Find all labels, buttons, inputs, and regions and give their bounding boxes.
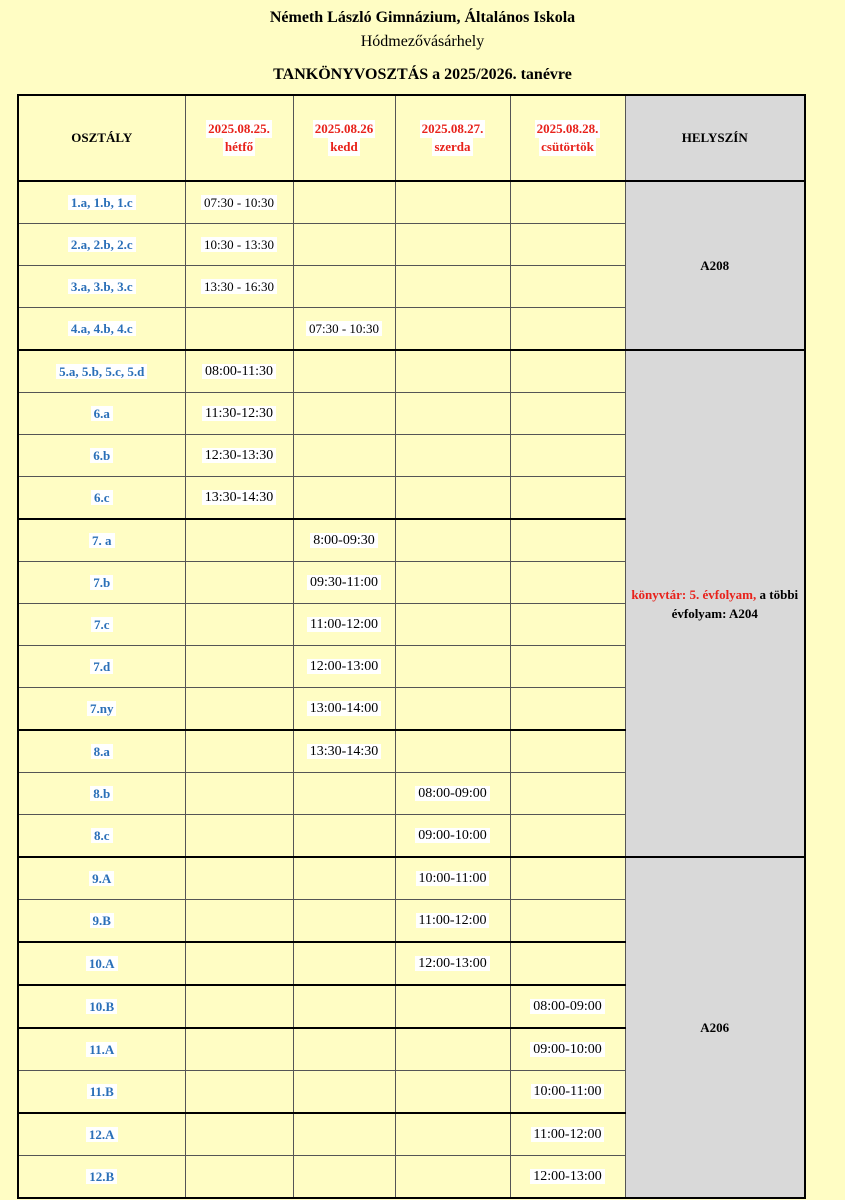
class-cell <box>18 435 185 477</box>
time-slot-cell <box>395 1113 510 1156</box>
time-slot: 07:30 - 10:30 <box>201 195 277 210</box>
time-slot-cell <box>293 519 395 562</box>
time-slot: 13:00-14:00 <box>307 701 381 716</box>
class-cell <box>18 1071 185 1114</box>
time-slot-cell <box>510 1156 625 1199</box>
day-name: szerda <box>434 139 471 154</box>
location-text: A206 <box>700 1020 730 1035</box>
time-slot-cell <box>510 308 625 351</box>
time-slot-cell <box>510 181 625 224</box>
time-slot-cell <box>510 477 625 520</box>
day-header <box>395 95 510 181</box>
time-slot-cell <box>395 857 510 900</box>
class-label: 6.c <box>91 490 113 505</box>
time-slot: 08:00-09:00 <box>530 999 604 1014</box>
class-cell <box>18 1156 185 1199</box>
class-label: 11.B <box>87 1084 117 1099</box>
time-slot-cell <box>510 350 625 393</box>
class-cell <box>18 181 185 224</box>
time-slot-cell <box>395 985 510 1028</box>
class-cell <box>18 773 185 815</box>
time-slot-cell <box>293 308 395 351</box>
time-slot-cell <box>185 1156 293 1199</box>
time-slot-cell <box>185 857 293 900</box>
time-slot-cell <box>185 646 293 688</box>
class-cell <box>18 350 185 393</box>
time-slot-cell <box>185 181 293 224</box>
schedule-table <box>17 94 806 1199</box>
time-slot-cell <box>510 815 625 858</box>
time-slot-cell <box>185 350 293 393</box>
place-column-header: HELYSZÍN <box>625 95 805 181</box>
time-slot-cell <box>293 435 395 477</box>
time-slot-cell <box>185 773 293 815</box>
class-cell <box>18 985 185 1028</box>
time-slot: 10:00-11:00 <box>531 1084 605 1099</box>
time-slot-cell <box>185 1028 293 1071</box>
class-cell <box>18 562 185 604</box>
time-slot-cell <box>395 350 510 393</box>
location-cell <box>625 350 805 857</box>
time-slot-cell <box>510 1071 625 1114</box>
time-slot-cell <box>510 435 625 477</box>
time-slot-cell <box>395 224 510 266</box>
time-slot: 13:30-14:30 <box>307 744 381 759</box>
class-cell <box>18 942 185 985</box>
time-slot-cell <box>395 1028 510 1071</box>
time-slot-cell <box>293 562 395 604</box>
time-slot-cell <box>293 266 395 308</box>
class-cell <box>18 393 185 435</box>
class-label: 9.B <box>90 913 114 928</box>
time-slot: 8:00-09:30 <box>310 533 377 548</box>
time-slot-cell <box>293 815 395 858</box>
time-slot-cell <box>293 1113 395 1156</box>
time-slot-cell <box>510 1113 625 1156</box>
time-slot-cell <box>293 1156 395 1199</box>
time-slot-cell <box>293 393 395 435</box>
class-cell <box>18 730 185 773</box>
time-slot-cell <box>395 477 510 520</box>
time-slot-cell <box>293 604 395 646</box>
class-cell <box>18 224 185 266</box>
city-name: Hódmezővásárhely <box>360 33 485 50</box>
class-column-header: OSZTÁLY <box>18 95 185 181</box>
time-slot-cell <box>293 985 395 1028</box>
time-slot-cell <box>510 562 625 604</box>
time-slot-cell <box>293 688 395 731</box>
class-label: 7.d <box>90 659 113 674</box>
time-slot-cell <box>293 900 395 943</box>
class-label: 7. a <box>89 533 115 548</box>
school-name: Németh László Gimnázium, Általános Iskola <box>269 9 576 26</box>
time-slot-cell <box>395 393 510 435</box>
class-label: 7.b <box>90 575 113 590</box>
time-slot-cell <box>185 1113 293 1156</box>
time-slot: 11:00-12:00 <box>416 913 490 928</box>
class-cell <box>18 519 185 562</box>
time-slot-cell <box>293 773 395 815</box>
day-header <box>293 95 395 181</box>
time-slot: 09:00-10:00 <box>415 828 489 843</box>
day-date: 2025.08.25. <box>208 121 270 136</box>
time-slot-cell <box>293 1028 395 1071</box>
day-name: csütörtök <box>541 139 594 154</box>
time-slot-cell <box>510 519 625 562</box>
time-slot-cell <box>510 224 625 266</box>
day-date: 2025.08.27. <box>421 121 484 136</box>
time-slot: 12:00-13:00 <box>530 1169 604 1184</box>
time-slot-cell <box>293 181 395 224</box>
time-slot: 07:30 - 10:30 <box>306 321 382 336</box>
class-label: 4.a, 4.b, 4.c <box>68 321 136 336</box>
time-slot-cell <box>510 985 625 1028</box>
class-cell <box>18 857 185 900</box>
time-slot: 11:30-12:30 <box>202 406 276 421</box>
class-cell <box>18 900 185 943</box>
time-slot-cell <box>395 646 510 688</box>
class-label: 11.A <box>86 1042 117 1057</box>
class-cell <box>18 646 185 688</box>
time-slot: 12:00-13:00 <box>307 659 381 674</box>
time-slot: 08:00-11:30 <box>202 364 276 379</box>
time-slot-cell <box>395 815 510 858</box>
time-slot-cell <box>185 985 293 1028</box>
day-header <box>510 95 625 181</box>
class-cell <box>18 688 185 731</box>
header-row <box>18 95 805 181</box>
location-cell <box>625 857 805 1198</box>
time-slot-cell <box>395 181 510 224</box>
time-slot-cell <box>510 688 625 731</box>
time-slot-cell <box>510 1028 625 1071</box>
table-row <box>18 181 805 224</box>
time-slot-cell <box>293 646 395 688</box>
time-slot-cell <box>293 477 395 520</box>
class-label: 10.A <box>86 956 118 971</box>
time-slot: 11:00-12:00 <box>531 1127 605 1142</box>
time-slot-cell <box>185 815 293 858</box>
time-slot-cell <box>510 393 625 435</box>
time-slot-cell <box>185 1071 293 1114</box>
time-slot-cell <box>293 1071 395 1114</box>
time-slot-cell <box>185 308 293 351</box>
time-slot-cell <box>395 942 510 985</box>
time-slot-cell <box>395 730 510 773</box>
day-name: hétfő <box>224 139 254 154</box>
time-slot-cell <box>510 857 625 900</box>
class-label: 8.c <box>91 828 113 843</box>
class-label: 6.a <box>91 406 113 421</box>
location-cell <box>625 181 805 350</box>
time-slot-cell <box>395 1071 510 1114</box>
class-cell <box>18 604 185 646</box>
class-label: 8.b <box>90 786 113 801</box>
class-label: 1.a, 1.b, 1.c <box>68 195 136 210</box>
class-cell <box>18 266 185 308</box>
time-slot-cell <box>185 224 293 266</box>
time-slot-cell <box>395 604 510 646</box>
time-slot: 13:30 - 16:30 <box>201 279 277 294</box>
class-label: 7.ny <box>87 701 116 716</box>
time-slot-cell <box>185 730 293 773</box>
time-slot-cell <box>510 900 625 943</box>
time-slot-cell <box>510 646 625 688</box>
class-cell <box>18 308 185 351</box>
time-slot: 12:00-13:00 <box>415 956 489 971</box>
time-slot: 11:00-12:00 <box>307 617 381 632</box>
location-highlight: könyvtár: 5. évfolyam, <box>631 586 757 602</box>
class-label: 7.c <box>91 617 113 632</box>
time-slot-cell <box>293 857 395 900</box>
class-cell <box>18 477 185 520</box>
time-slot-cell <box>185 393 293 435</box>
time-slot-cell <box>510 604 625 646</box>
day-header <box>185 95 293 181</box>
class-label: 3.a, 3.b, 3.c <box>68 279 136 294</box>
class-label: 9.A <box>89 871 114 886</box>
day-date: 2025.08.26 <box>314 121 374 136</box>
time-slot: 09:30-11:00 <box>307 575 381 590</box>
class-cell <box>18 1113 185 1156</box>
document-title: TANKÖNYVOSZTÁS a 2025/2026. tanévre <box>273 66 572 83</box>
time-slot-cell <box>185 604 293 646</box>
day-name: kedd <box>330 139 358 154</box>
time-slot-cell <box>185 477 293 520</box>
class-label: 5.a, 5.b, 5.c, 5.d <box>56 364 147 379</box>
time-slot: 12:30-13:30 <box>202 448 276 463</box>
time-slot: 10:00-11:00 <box>416 871 490 886</box>
class-label: 12.B <box>86 1169 117 1184</box>
time-slot: 13:30-14:30 <box>202 490 276 505</box>
time-slot-cell <box>185 900 293 943</box>
class-label: 8.a <box>91 744 113 759</box>
time-slot-cell <box>185 688 293 731</box>
table-row <box>18 857 805 900</box>
time-slot-cell <box>510 773 625 815</box>
time-slot-cell <box>395 688 510 731</box>
table-row <box>18 350 805 393</box>
day-date: 2025.08.28. <box>536 121 599 136</box>
time-slot-cell <box>395 266 510 308</box>
time-slot-cell <box>185 435 293 477</box>
time-slot-cell <box>185 942 293 985</box>
time-slot: 08:00-09:00 <box>415 786 489 801</box>
time-slot-cell <box>395 435 510 477</box>
time-slot-cell <box>510 266 625 308</box>
time-slot: 10:30 - 13:30 <box>201 237 277 252</box>
time-slot-cell <box>293 942 395 985</box>
time-slot-cell <box>395 773 510 815</box>
class-label: 12.A <box>86 1127 118 1142</box>
class-cell <box>18 1028 185 1071</box>
class-label: 2.a, 2.b, 2.c <box>68 237 136 252</box>
time-slot-cell <box>395 562 510 604</box>
time-slot-cell <box>293 730 395 773</box>
time-slot-cell <box>293 350 395 393</box>
time-slot-cell <box>395 900 510 943</box>
time-slot-cell <box>395 519 510 562</box>
time-slot-cell <box>395 1156 510 1199</box>
time-slot-cell <box>395 308 510 351</box>
location-text: A208 <box>700 258 730 273</box>
class-cell <box>18 815 185 858</box>
time-slot-cell <box>185 519 293 562</box>
class-label: 10.B <box>86 999 117 1014</box>
location-text: a többi évfolyam: A204 <box>671 586 799 621</box>
time-slot-cell <box>510 730 625 773</box>
time-slot-cell <box>185 562 293 604</box>
class-label: 6.b <box>90 448 113 463</box>
time-slot: 09:00-10:00 <box>530 1042 604 1057</box>
time-slot-cell <box>185 266 293 308</box>
time-slot-cell <box>293 224 395 266</box>
time-slot-cell <box>510 942 625 985</box>
